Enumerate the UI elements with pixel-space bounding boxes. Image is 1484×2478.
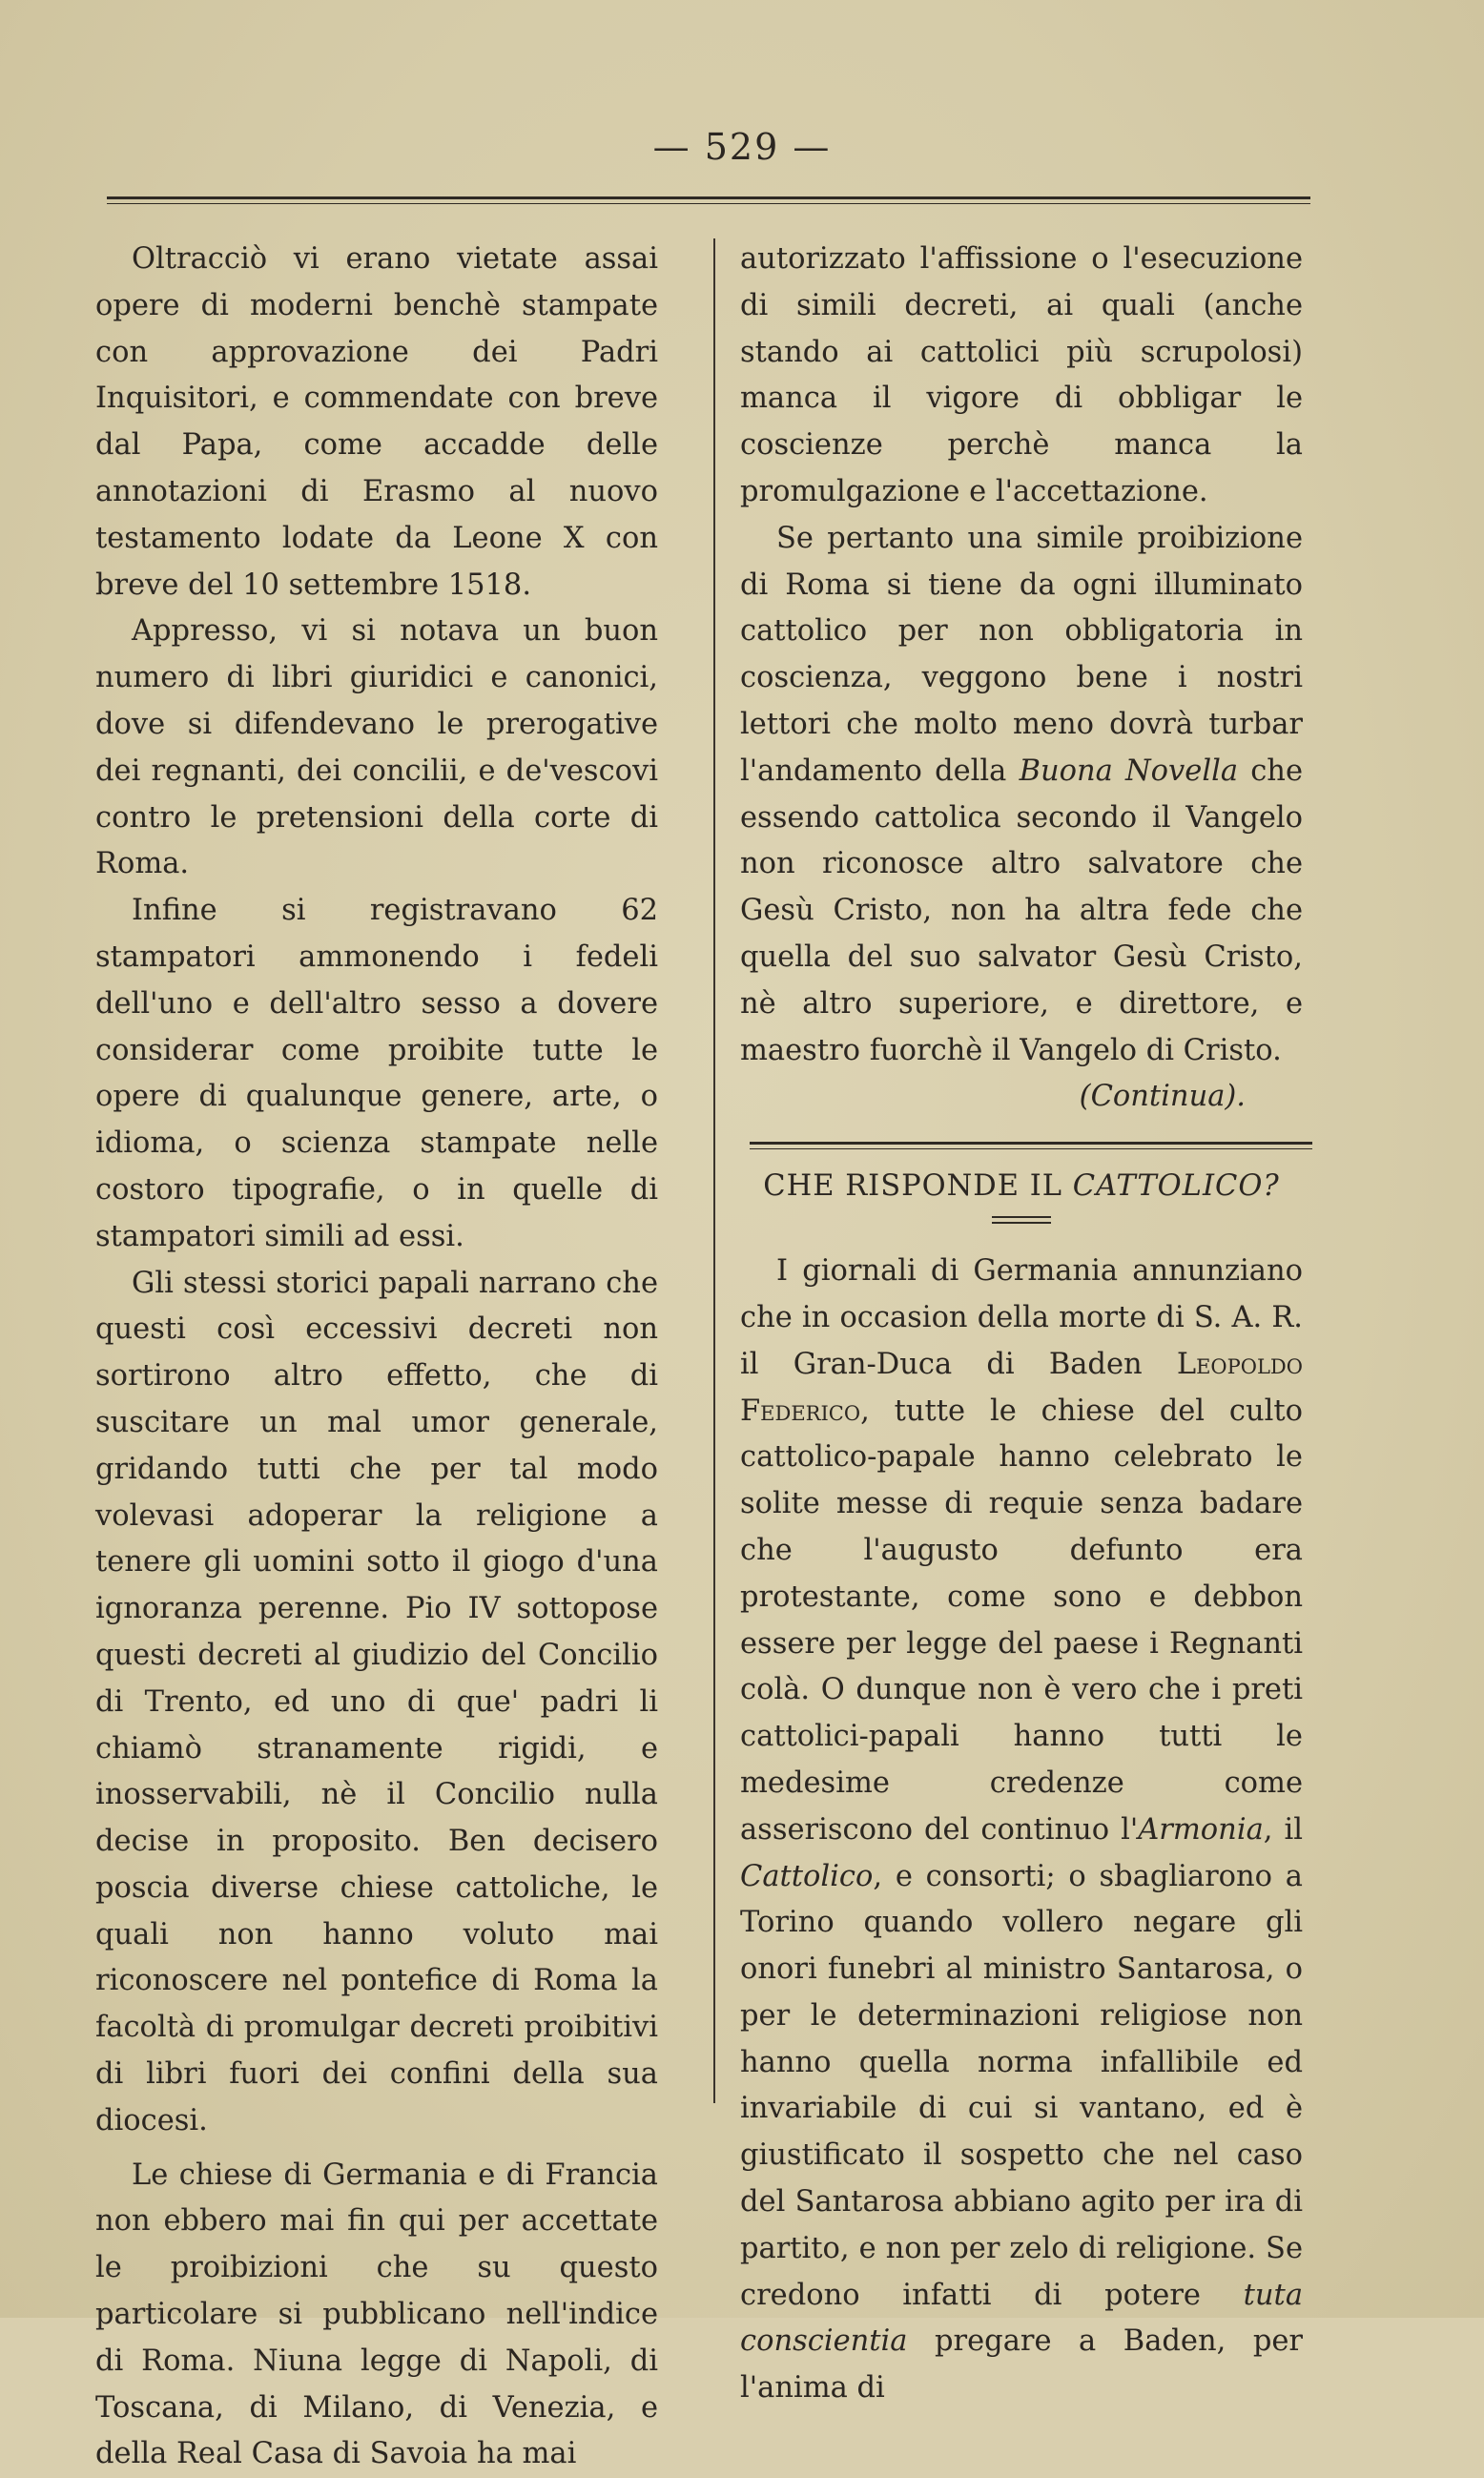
continua-note: (Continua). xyxy=(1079,1080,1246,1114)
newspaper-name: Cattolico xyxy=(740,1859,874,1893)
title-ornament xyxy=(992,1216,1051,1224)
paragraph: Infine si registravano 62 stampatori ammonendo i fedeli dell'uno e dell'altro sesso a dovere considerar come proibite tutte le opere di qualunque genere, arte, o idioma, o scienza stampate nelle costoro tipografie, o in quelle di stampatori simili ad essi. xyxy=(95,894,658,1253)
article-paragraph xyxy=(740,1249,1303,2412)
text-run: , e consorti; o sbagliarono a Torino quando vollero negare gli onori funebri al ministro Santarosa, o per le determinazioni religiose non hanno quella norma infallibile ed invariabile di cui si vantano, ed è giustificato il sospetto che nel caso del Santarosa abbiano agito per ira di partito, e non per zelo di religione. Se credono infatti di potere xyxy=(740,1859,1303,2312)
title-italic: CATTOLICO? xyxy=(1072,1169,1280,1204)
text-run: , il xyxy=(1263,1812,1303,1847)
latin-phrase: tuta conscientia xyxy=(740,2278,1303,2359)
column-divider xyxy=(713,238,715,2103)
text-run: pregare a Baden, per l'anima di xyxy=(740,2324,1303,2406)
continuation-paragraph: autorizzato l'affissione o l'esecuzione di simili decreti, ai quali (anche stando ai cattolici più scrupolosi) manca il vigore di obbligar le coscienze perchè manca la promulgazione e l'accettazione. xyxy=(740,242,1303,508)
paragraph: Gli stessi storici papali narrano che questi così eccessivi decreti non sortirono altro effetto, che di suscitare un mal umor generale, gridando tutti che per tal modo volevasi adoperar la religione a tenere gli uomini sotto il giogo d'una ignoranza perenne. Pio IV sottopose questi decreti al giudizio del Concilio di Trento, ed uno di que' padri li chiamò stranamente rigidi, e inosservabili, nè il Concilio nulla decise in proposito. Ben decisero poscia diverse chiese cattoliche, le quali non hanno voluto mai riconoscere nel pontefice di Roma la facoltà di promulgar decreti proibitivi di libri fuori dei confini della sua diocesi. xyxy=(95,1266,658,2137)
left-column xyxy=(95,237,658,2478)
article-title xyxy=(740,1163,1303,1210)
header-rule xyxy=(107,196,1310,204)
paragraph: Oltracciò vi erano vietate assai opere di moderni benchè stampate con approvazione dei Padri Inquisitori, e commendate con breve dal Papa, come accadde delle annotazioni di Erasmo al nuovo testamento lodate da Leone X con breve del 10 settembre 1518. xyxy=(95,242,658,602)
person-name: Leopoldo Federico xyxy=(740,1347,1303,1428)
text-run: Se pertanto una simile proibizione di Roma si tiene da ogni illuminato cattolico per non obbligatoria in coscienza, veggono bene i nostri lettori che molto meno dovrà turbar l'andamento della xyxy=(740,521,1303,788)
newspaper-title: Buona Novella xyxy=(1019,754,1239,788)
text-run: I giornali di Germania annunziano che in occasion della morte di S. A. R. il Gran-Duca di Baden xyxy=(740,1254,1303,1381)
section-rule xyxy=(750,1142,1312,1149)
right-column xyxy=(740,237,1303,2412)
text-run: che essendo cattolica secondo il Vangelo non riconosce altro salvatore che Gesù Cristo, non ha altra fede che quella del suo salvator Gesù Cristo, nè altro superiore, e direttore, e maestro fuorchè il Vangelo di Cristo. xyxy=(740,754,1303,1067)
title-text: CHE RISPONDE IL xyxy=(763,1169,1073,1204)
text-run: , tutte le chiese del culto cattolico-papale hanno celebrato le solite messe di requie senza badare che l'augusto defunto era protestante, come sono e debbon essere per legge del paese i Regnanti colà. O dunque non è vero che i preti cattolici-papali hanno tutti le medesime credenze come asseriscono del continuo l' xyxy=(740,1394,1303,1847)
paragraph: Appresso, vi si notava un buon numero di libri giuridici e canonici, dove si difendevano le prerogative dei regnanti, dei concilii, e de'vescovi contro le pretensioni della corte di Roma. xyxy=(95,614,658,881)
page-number: — 529 — xyxy=(652,126,832,168)
paragraph xyxy=(740,516,1303,1075)
newspaper-name: Armonia xyxy=(1138,1812,1264,1847)
paragraph: Le chiese di Germania e di Francia non ebbero mai fin qui per accettate le proibizioni che su questo particolare si pubblicano nell'indice di Roma. Niuna legge di Napoli, di Toscana, di Milano, di Venezia, e della Real Casa di Savoia ha mai xyxy=(95,2158,658,2471)
